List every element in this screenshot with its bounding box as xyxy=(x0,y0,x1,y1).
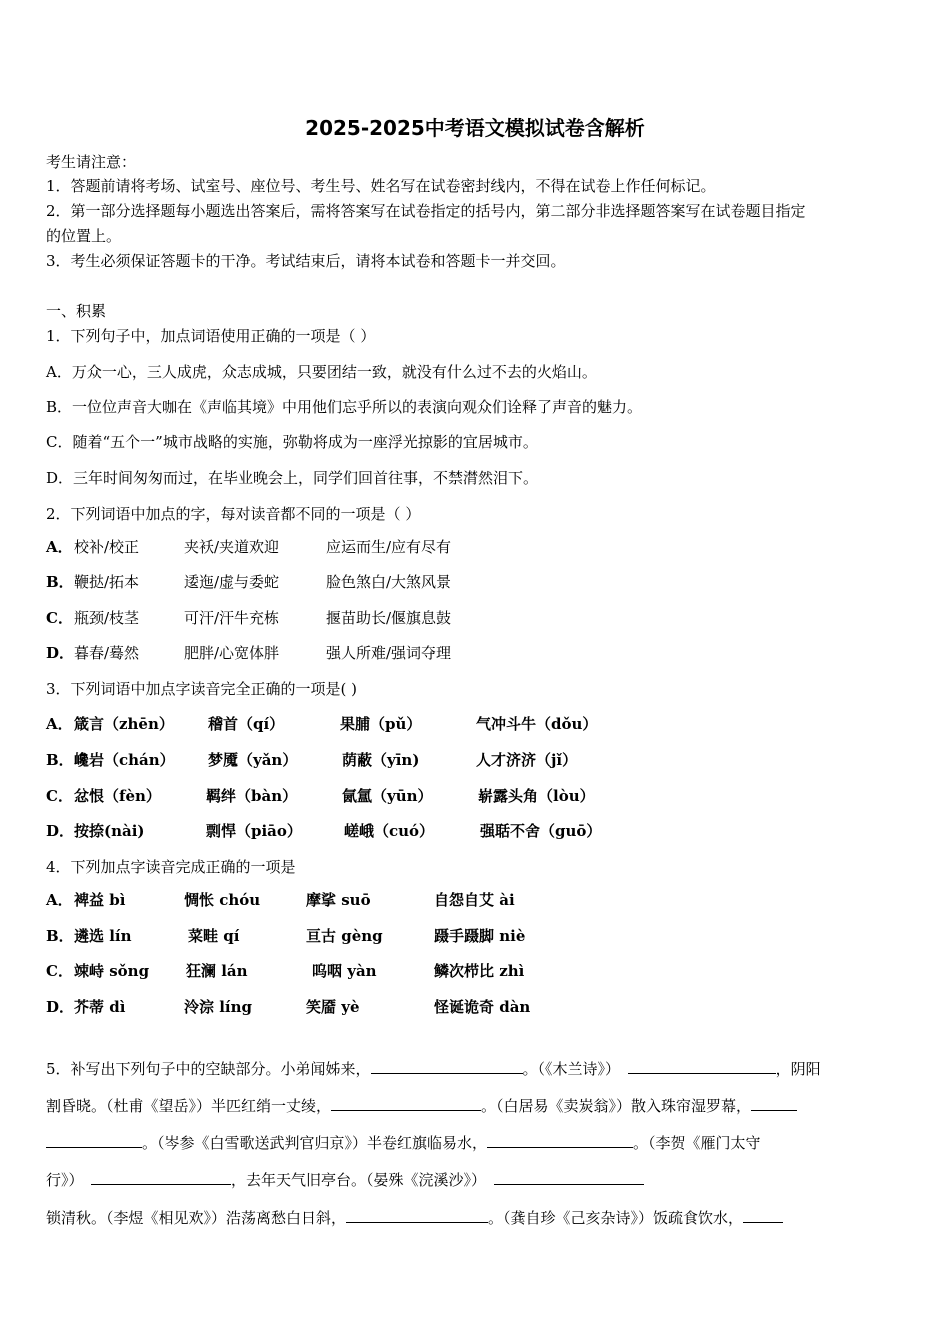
q4-item: 裨益 bì xyxy=(74,891,126,909)
q1-option-c: C．随着“五个一”城市战略的实施，弥勒将成为一座浮光掠影的宜居城市。 xyxy=(46,433,538,451)
q4-row-b xyxy=(46,925,526,947)
q3-item: 氤氲（yūn） xyxy=(342,787,433,805)
q5-text: 。（白居易《卖炭翁》）散入珠帘湿罗幕， xyxy=(481,1097,752,1115)
q5-text: 割昏晓。（杜甫《望岳》）半匹红绡一丈绫， xyxy=(46,1097,332,1115)
q4-item: 鳞次栉比 zhì xyxy=(434,962,525,980)
q5-line-2 xyxy=(46,1094,904,1117)
q3-item: 巉岩（chán） xyxy=(74,751,175,769)
q4-label: D． xyxy=(46,998,75,1016)
q1-stem: 1．下列句子中，加点词语使用正确的一项是（ ） xyxy=(46,327,376,345)
q1-option-a: A．万众一心，三人成虎，众志成城，只要团结一致，就没有什么过不去的火焰山。 xyxy=(46,363,597,381)
q4-item: 笑靥 yè xyxy=(306,998,360,1016)
q2-label: D． xyxy=(46,644,75,662)
answer-blank[interactable] xyxy=(494,1168,644,1185)
q4-item: 呜咽 yàn xyxy=(312,962,377,980)
notice-item-1: 1．答题前请将考场、试室号、座位号、考生号、姓名写在试卷密封线内，不得在试卷上作任何标记。 xyxy=(46,177,716,195)
notice-item-2: 2．第一部分选择题每小题选出答案后，需将答案写在试卷指定的括号内，第二部分非选择题答案写在试卷题目指定 xyxy=(46,202,806,220)
q3-item: 气冲斗牛（dǒu） xyxy=(476,715,598,733)
q4-row-a xyxy=(46,889,515,911)
q2-row-c xyxy=(46,607,452,629)
q2-item: 揠苗助长/偃旗息鼓 xyxy=(326,609,452,627)
q4-item: 竦峙 sǒng xyxy=(74,962,150,980)
q4-label: A． xyxy=(46,891,73,909)
q5-text: 。（《木兰诗》） xyxy=(522,1060,613,1078)
q2-item: 脸色煞白/大煞风景 xyxy=(326,573,452,591)
q4-item: 蹑手蹑脚 niè xyxy=(434,927,526,945)
q2-item: 校补/校正 xyxy=(74,538,140,556)
q5-text: 。（岑参《白雪歌送武判官归京》）半卷红旗临易水， xyxy=(142,1134,488,1152)
q4-row-d xyxy=(46,996,531,1018)
q4-item: 芥蒂 dì xyxy=(74,998,126,1016)
q2-item: 夹袄/夹道欢迎 xyxy=(184,538,280,556)
q5-text: 锁清秋。（李煜《相见欢》）浩荡离愁白日斜， xyxy=(46,1209,347,1227)
q2-stem: 2．下列词语中加点的字，每对读音都不同的一项是（ ） xyxy=(46,505,421,523)
q2-label: C． xyxy=(46,609,73,627)
q3-label: D． xyxy=(46,822,75,840)
answer-blank[interactable] xyxy=(331,1094,481,1111)
q2-item: 鞭挞/拓本 xyxy=(74,573,140,591)
q5-line-5 xyxy=(46,1206,904,1229)
answer-blank[interactable] xyxy=(371,1057,523,1074)
answer-blank[interactable] xyxy=(487,1131,633,1148)
q3-label: B． xyxy=(46,751,74,769)
q3-item: 果脯（pǔ） xyxy=(340,715,422,733)
q3-stem: 3．下列词语中加点字读音完全正确的一项是( ) xyxy=(46,680,358,698)
q3-label: C． xyxy=(46,787,73,805)
q4-label: B． xyxy=(46,927,74,945)
q4-stem: 4．下列加点字读音完成正确的一项是 xyxy=(46,858,296,876)
q4-item: 惆怅 chóu xyxy=(184,891,261,909)
q4-item: 怪诞诡奇 dàn xyxy=(434,998,531,1016)
q4-row-c xyxy=(46,960,525,982)
q5-text: 。（李贺《雁门太守 xyxy=(633,1134,761,1152)
q5-line-3 xyxy=(46,1131,904,1154)
q3-item: 人才济济（jǐ） xyxy=(476,751,578,769)
section-heading: 一、积累 xyxy=(46,302,107,320)
q2-row-b xyxy=(46,571,452,593)
q2-label: B． xyxy=(46,573,74,591)
q4-item: 亘古 gèng xyxy=(306,927,383,945)
q3-item: 强聒不舍（guō） xyxy=(480,822,602,840)
q4-item: 狂澜 lán xyxy=(186,962,248,980)
q3-row-d xyxy=(46,820,602,842)
answer-blank[interactable] xyxy=(743,1206,783,1223)
answer-blank[interactable] xyxy=(91,1168,231,1185)
q4-item: 摩挲 suō xyxy=(306,891,371,909)
answer-blank[interactable] xyxy=(751,1094,797,1111)
q1-option-d: D．三年时间匆匆而过，在毕业晚会上，同学们回首往事，不禁潸然泪下。 xyxy=(46,469,539,487)
answer-blank[interactable] xyxy=(46,1131,142,1148)
notice-heading: 考生请注意： xyxy=(46,153,137,171)
q3-row-a xyxy=(46,713,598,735)
q2-item: 可汗/汗牛充栋 xyxy=(184,609,280,627)
q3-label: A． xyxy=(46,715,73,733)
q2-item: 强人所难/强词夺理 xyxy=(326,644,452,662)
q3-row-b xyxy=(46,749,578,771)
answer-blank[interactable] xyxy=(628,1057,776,1074)
q3-item: 按捺(nài) xyxy=(74,822,145,840)
q4-item: 遴选 lín xyxy=(74,927,132,945)
q5-line-1 xyxy=(46,1057,904,1080)
q4-item: 自怨自艾 ài xyxy=(434,891,515,909)
q4-label: C． xyxy=(46,962,73,980)
q3-item: 箴言（zhēn） xyxy=(74,715,174,733)
q5-line-4 xyxy=(46,1168,904,1191)
q3-item: 嵯峨（cuó） xyxy=(344,822,435,840)
notice-item-3: 3．考生必须保证答题卡的干净。考试结束后，请将本试卷和答题卡一并交回。 xyxy=(46,252,566,270)
notice-item-2-cont: 的位置上。 xyxy=(46,227,122,245)
q3-item: 忿恨（fèn） xyxy=(74,787,161,805)
page-title: 2025-2025中考语文模拟试卷含解析 xyxy=(305,116,645,140)
q5-text: 。（龚自珍《己亥杂诗》）饭疏食饮水， xyxy=(488,1209,744,1227)
q2-item: 瓶颈/枝茎 xyxy=(74,609,140,627)
q5-text: ，去年天气旧亭台。（晏殊《浣溪沙》） xyxy=(231,1171,479,1189)
q3-item: 羁绊（bàn） xyxy=(206,787,298,805)
q5-text: ，阴阳 xyxy=(775,1060,821,1078)
answer-blank[interactable] xyxy=(346,1206,488,1223)
q1-option-b: B．一位位声音大咖在《声临其境》中用他们忘乎所以的表演向观众们诠释了声音的魅力。 xyxy=(46,398,643,416)
q5-text: 行》） xyxy=(46,1171,77,1189)
q2-item: 肥胖/心宽体胖 xyxy=(184,644,280,662)
q3-item: 剽悍（piāo） xyxy=(206,822,302,840)
q4-item: 泠淙 líng xyxy=(184,998,253,1016)
q2-item: 逶迤/虚与委蛇 xyxy=(184,573,280,591)
q2-row-d xyxy=(46,642,452,664)
q2-item: 应运而生/应有尽有 xyxy=(326,538,452,556)
q2-item: 暮春/蓦然 xyxy=(74,644,140,662)
q2-label: A． xyxy=(46,538,73,556)
q3-item: 崭露头角（lòu） xyxy=(478,787,595,805)
q3-item: 梦魇（yǎn） xyxy=(208,751,298,769)
q2-row-a xyxy=(46,536,452,558)
q5-text: 5．补写出下列句子中的空缺部分。小弟闻姊来， xyxy=(46,1060,371,1078)
q3-row-c xyxy=(46,785,595,807)
q3-item: 荫蔽（yīn) xyxy=(342,751,420,769)
q3-item: 稽首（qí） xyxy=(208,715,285,733)
q4-item: 菜畦 qí xyxy=(188,927,240,945)
